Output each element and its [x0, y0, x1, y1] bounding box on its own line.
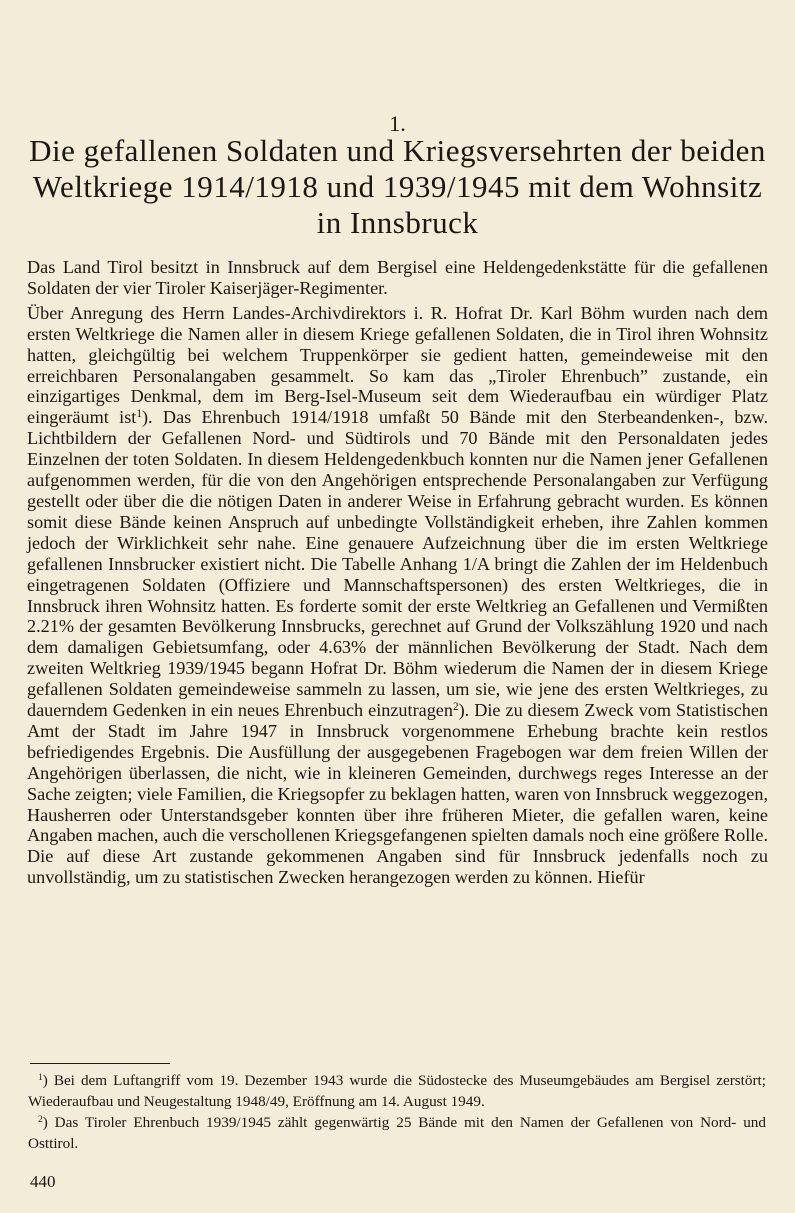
paragraph-2-part-c: ). Die zu diesem Zweck vom Statistischen Amt der Stadt im Jahre 1947 in Innsbruck vorgenommene Erhebung brachte kein restlos befriedigendes Ergebnis. Die Ausfüllung der ausgegebenen Fragebogen war dem freien Willen der Angehörigen überlassen, die nicht, wie in kleineren Gemeinden, durchwegs reges Interesse an der Sache zeigten; viele Familien, die Kriegsopfer zu beklagen hatten, waren von Innsbruck weggezogen, Hausherren oder Unterstandsgeber konnten über ihre früheren Mieter, die gefallen waren, keine Angaben machen, auch die verschollenen Kriegsgefangenen spielten damals noch eine größere Rolle. Die auf diese Art zustande gekommenen Angaben sind für Innsbruck jedenfalls noch zu unvollständig, um zu statistischen Zwecken herangezogen werden zu können. Hiefür — [27, 700, 768, 888]
paragraph-2 — [27, 303, 768, 888]
footnote-ref-2[interactable]: 2 — [452, 700, 459, 713]
paragraph-2-part-b: ). Das Ehrenbuch 1914/1918 umfaßt 50 Bände mit den Sterbeandenken-, bzw. Lichtbildern der Gefallenen Nord- und Südtirols und 70 Bände mit den Personaldaten jedes Einzelnen der toten Soldaten. In diesem Heldengedenkbuch konnten nur die Namen jener Gefallenen aufgenommen werden, für die von den Angehörigen entsprechende Personalangaben zur Verfügung gestellt oder über die die nötigen Daten in anderer Weise in Erfahrung gebracht wurden. Es können somit diese Bände keinen Anspruch auf unbedingte Vollständigkeit erheben, ihre Zahlen kommen jedoch der Wirklichkeit sehr nahe. Eine genauere Aufzeichnung über die im ersten Weltkriege gefallenen Innsbrucker existiert nicht. Die Tabelle Anhang 1/A bringt die Zahlen der im Heldenbuch eingetragenen Soldaten (Offiziere und Mannschaftspersonen) des ersten Weltkrieges, die in Innsbruck ihren Wohnsitz hatten. Es forderte somit der erste Weltkrieg an Gefallenen und Vermißten 2.21% der gesamten Bevölkerung Innsbrucks, gerechnet auf Grund der Volkszählung 1920 und nach dem damaligen Gebietsumfang, oder 4.63% der männlichen Bevölkerung der Stadt. Nach dem zweiten Weltkrieg 1939/1945 begann Hofrat Dr. Böhm wiederum die Namen der in diesem Kriege gefallenen Soldaten gemeindeweise sammeln zu lassen, um sie, wie jene des ersten Weltkrieges, zu dauerndem Gedenken in ein neues Ehrenbuch einzutragen — [27, 407, 768, 721]
footnote-ref-1[interactable]: 1 — [136, 408, 142, 421]
body-text — [27, 257, 768, 888]
footnote-mark-1: 1 — [38, 1072, 43, 1083]
footnote-1 — [28, 1071, 766, 1112]
footnotes — [28, 1071, 766, 1155]
footnote-mark-2: 2 — [38, 1114, 43, 1125]
footnote-2 — [28, 1113, 766, 1154]
footnote-text-2: ) Das Tiroler Ehrenbuch 1939/1945 zählt gegenwärtig 25 Bände mit den Namen der Gefallenen von Nord- und Osttirol. — [28, 1114, 766, 1152]
page-number: 440 — [30, 1172, 56, 1191]
paragraph-1: Das Land Tirol besitzt in Innsbruck auf dem Bergisel eine Heldengedenkstätte für die gefallenen Soldaten der vier Tiroler Kaiserjäger-Regimenter. — [27, 257, 768, 298]
footnote-divider — [30, 1063, 170, 1064]
chapter-title: Die gefallenen Soldaten und Kriegsversehrten der beiden Weltkriege 1914/1918 und 1939/1945 mit dem Wohnsitz in Innsbruck — [29, 133, 766, 240]
footnote-text-1: ) Bei dem Luftangriff vom 19. Dezember 1943 wurde die Südostecke des Museumgebäudes am Bergisel zerstört; Wiederaufbau und Neugestaltung 1948/49, Eröffnung am 14. August 1949. — [28, 1072, 766, 1110]
chapter-number: 1. — [389, 111, 406, 136]
paragraph-2-part-a: Über Anregung des Herrn Landes-Archivdirektors i. R. Hofrat Dr. Karl Böhm wurden nach dem ersten Weltkriege die Namen aller in diesem Kriege gefallenen Soldaten, die in Tirol ihren Wohnsitz hatten, gleichgültig bei welchem Truppenkörper sie gedient hatten, gemeindeweise mit den erreichbaren Personalangaben gesammelt. So kam das „Tiroler Ehrenbuch” zustande, ein einzigartiges Denkmal, dem im Berg-Isel-Museum seit dem Wiederaufbau ein würdiger Platz eingeräumt ist — [27, 302, 768, 428]
